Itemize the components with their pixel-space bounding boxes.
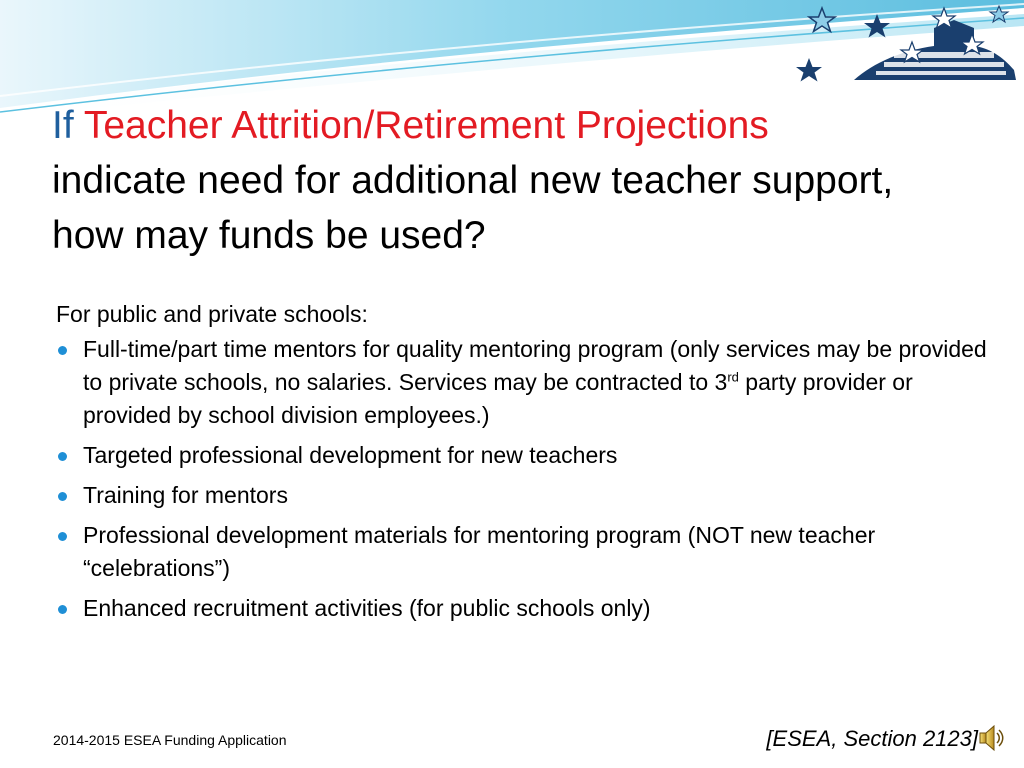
bullet-item [56,519,996,585]
title-if: If [52,104,74,147]
bullet-text: Full-time/part time mentors for quality mentoring program (only services may be provided to private schools, no salaries. Services may be contracted to 3 [83,336,987,395]
bullet-item [56,592,996,625]
bullet-icon [58,532,67,541]
title-highlight: Teacher Attrition/Retirement Projections [83,104,769,147]
title-rest: indicate need for additional new teacher support, how may funds be used? [52,159,894,257]
star-icon [796,58,822,82]
bullet-icon [58,346,67,355]
footer-text: 2014-2015 ESEA Funding Application [53,732,287,748]
bullet-icon [58,452,67,461]
intro-text: For public and private schools: [56,301,368,327]
speaker-icon[interactable] [978,722,1004,754]
bullet-item [56,479,996,512]
bullet-text: Professional development materials for mentoring program (NOT new teacher “celebrations”) [83,522,876,581]
bullet-icon [58,492,67,501]
bullet-text: Training for mentors [83,482,288,508]
bullet-list [56,333,996,625]
bullet-icon [58,605,67,614]
bullet-text: Enhanced recruitment activities (for public schools only) [83,595,651,621]
star-icon [864,14,890,38]
bullet-text: Targeted professional development for new teachers [83,442,618,468]
star-icon [990,6,1008,22]
slide-title [52,98,952,263]
header-decoration [784,0,1024,95]
bullet-item [56,439,996,472]
bullet-text-cont: party provider or provided by school division employees.) [83,369,913,428]
bullet-sup: rd [727,369,739,385]
citation-text: [ESEA, Section 2123] [766,726,978,751]
bullet-item [56,333,996,432]
slide-body [56,298,996,632]
star-icon [809,8,835,32]
